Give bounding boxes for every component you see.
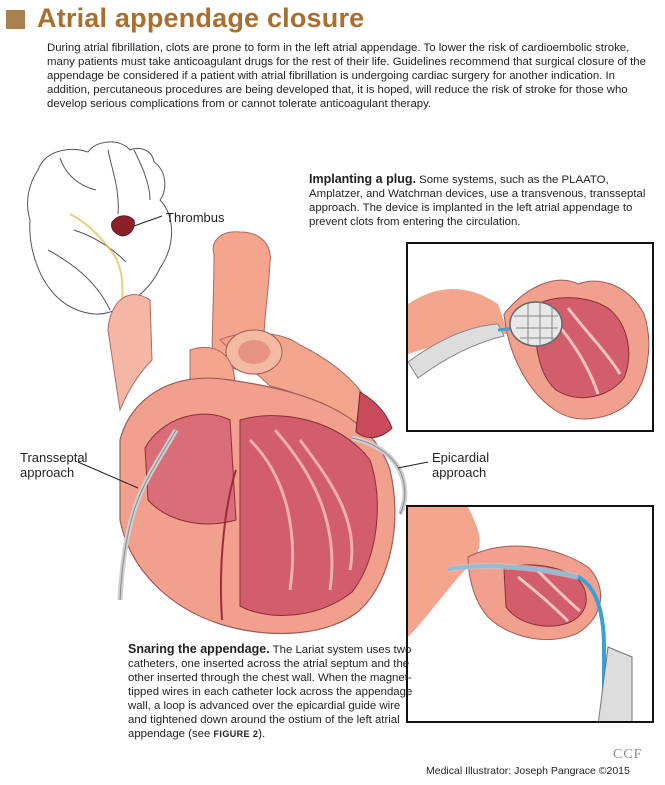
plug-caption-body: Some systems, such as the PLAATO, Amplatzer, and Watchman devices, use a transvenous, transseptal approach. The device is implanted in the left atrial appendage to prevent clots from entering the circulation.: [309, 174, 646, 228]
epicardial-leader: [398, 462, 428, 468]
epicardial-label-line2: approach: [432, 465, 487, 480]
snare-inset: [406, 505, 654, 723]
plug-caption-heading: Implanting a plug.: [309, 172, 416, 186]
thrombus-mark: [111, 216, 134, 236]
snare-caption-heading: Snaring the appendage.: [128, 642, 270, 656]
ccf-logo: CCF: [613, 747, 643, 762]
illustrator-credit: Medical Illustrator: Joseph Pangrace ©2015: [426, 765, 630, 777]
epicardial-label-line1: Epicardial: [432, 450, 490, 465]
snare-inset-illustration: [408, 507, 654, 723]
transseptal-label-line2: approach: [20, 465, 75, 480]
plug-inset-illustration: [408, 244, 654, 432]
thrombus-label: Thrombus: [166, 210, 225, 225]
transseptal-label-line1: Transseptal: [20, 450, 88, 465]
large-heart: [108, 232, 395, 634]
page-title: Atrial appendage closure: [37, 3, 365, 33]
snare-caption-end: ).: [258, 728, 266, 740]
snare-caption: [128, 642, 420, 741]
intro-paragraph: During atrial fibrillation, clots are prone to form in the left atrial appendage. To lower the risk of cardioembolic stroke, many patients must take anticoagulant drugs for the rest of their life. Guidelines recommend that surgical closure of the appendage be considered if a patient with atrial fibrillation is undergoing cardiac surgery for another indication. In addition, percutaneous procedures are being developed that, it is hoped, will reduce the risk of stroke for those who develop serious complications from or cannot tolerate anticoagulant therapy.: [47, 42, 646, 110]
transseptal-label: [20, 450, 87, 480]
small-heart-outline: [28, 142, 172, 314]
figure-reference: FIGURE 2: [213, 729, 259, 739]
epicardial-label: [432, 450, 489, 480]
thrombus-leader: [134, 216, 162, 226]
plug-inset: [406, 242, 654, 432]
snare-caption-body: The Lariat system uses two catheters, one inserted across the atrial septum and the other inserted through the chest wall. When the magnet-tipped wires in each catheter lock across the appendage wall, a loop is advanced over the epicardial guide wire and tightened down around the ostium of the left atrial appendage (see: [128, 644, 413, 740]
plug-caption: [309, 172, 659, 229]
